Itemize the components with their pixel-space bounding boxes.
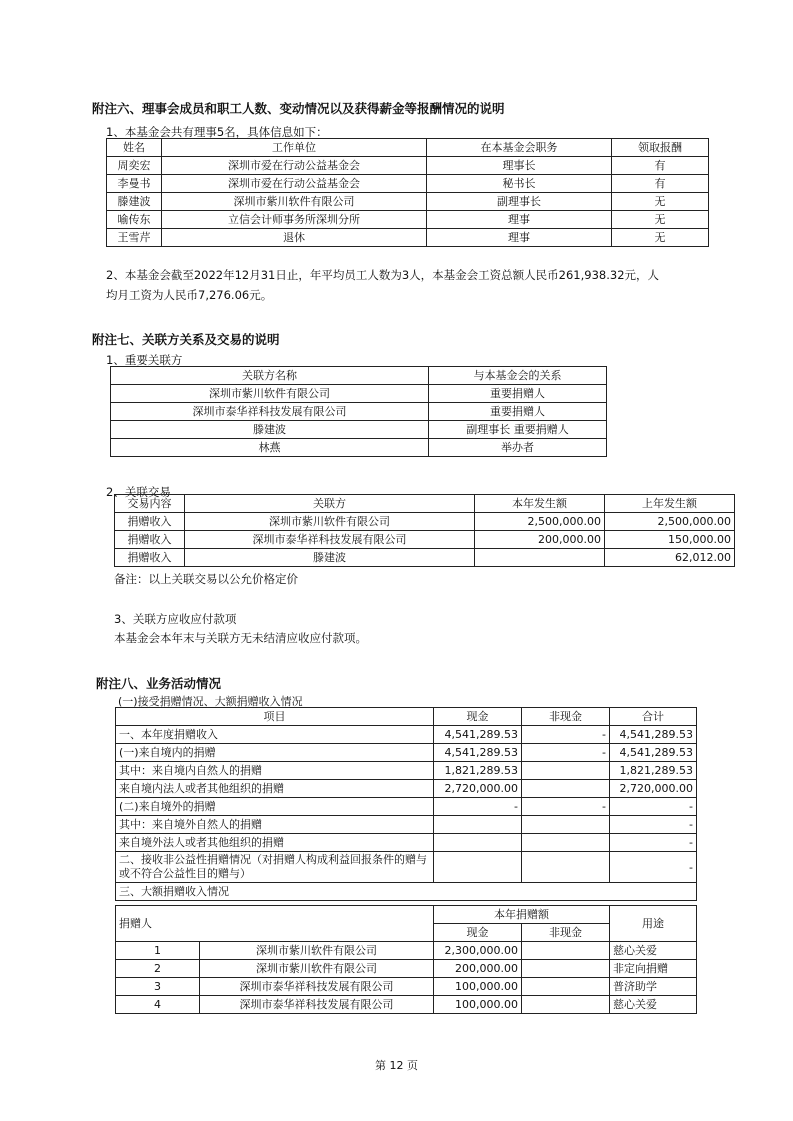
donor-cash: 2,300,000.00 bbox=[434, 942, 522, 960]
transaction-party: 滕建波 bbox=[185, 549, 475, 567]
staff-note-line1: 2、本基金会截至2022年12月31日止，年平均员工人数为3人，本基金会工资总额人民币261,938.32元，人 bbox=[106, 268, 660, 282]
noncash-value: - bbox=[522, 726, 610, 744]
section6-intro: 1、本基金会共有理事5名，具体信息如下： bbox=[106, 125, 328, 139]
header-employer: 工作单位 bbox=[162, 139, 427, 157]
section7-title: 附注七、关联方关系及交易的说明 bbox=[92, 332, 280, 347]
receivables-subtitle: 3、关联方应收应付款项 bbox=[114, 612, 237, 626]
receivables-text: 本基金会本年末与关联方无未结清应收应付款项。 bbox=[114, 631, 367, 645]
party-name: 林燕 bbox=[111, 439, 429, 457]
table-header-row bbox=[107, 139, 709, 157]
table-header-row bbox=[115, 495, 735, 513]
donor-name: 深圳市泰华祥科技发展有限公司 bbox=[200, 996, 434, 1014]
table-row bbox=[116, 744, 697, 762]
donor-cash: 100,000.00 bbox=[434, 978, 522, 996]
cash-value: 4,541,289.53 bbox=[434, 744, 522, 762]
large-donations-title: 三、大额捐赠收入情况 bbox=[116, 883, 697, 901]
member-pay: 无 bbox=[612, 193, 709, 211]
table-row bbox=[115, 531, 735, 549]
party-relationship: 举办者 bbox=[429, 439, 607, 457]
prior-amount: 2,500,000.00 bbox=[605, 513, 735, 531]
donor-index: 1 bbox=[116, 942, 200, 960]
party-relationship: 重要捐赠人 bbox=[429, 403, 607, 421]
table-row bbox=[107, 229, 709, 247]
noncash-value bbox=[522, 852, 610, 883]
table-row bbox=[116, 978, 697, 996]
item-label: (一)来自境内的捐赠 bbox=[116, 744, 434, 762]
member-position: 理事长 bbox=[427, 157, 612, 175]
donor-purpose: 慈心关爱 bbox=[610, 996, 697, 1014]
donor-noncash bbox=[522, 978, 610, 996]
donor-noncash bbox=[522, 942, 610, 960]
noncash-value: - bbox=[522, 798, 610, 816]
donor-name: 深圳市紫川软件有限公司 bbox=[200, 960, 434, 978]
party-name: 深圳市紫川软件有限公司 bbox=[111, 385, 429, 403]
donor-index: 4 bbox=[116, 996, 200, 1014]
related-transactions-table bbox=[114, 494, 735, 567]
table-row bbox=[116, 762, 697, 780]
donations-subtitle: (一)接受捐赠情况、大额捐赠收入情况 bbox=[118, 695, 303, 708]
transaction-type: 捐赠收入 bbox=[115, 549, 185, 567]
table-row bbox=[116, 996, 697, 1014]
total-value: 2,720,000.00 bbox=[610, 780, 697, 798]
table-header-row bbox=[111, 367, 607, 385]
party-name: 滕建波 bbox=[111, 421, 429, 439]
party-relationship: 重要捐赠人 bbox=[429, 385, 607, 403]
noncash-value: - bbox=[522, 744, 610, 762]
donor-index: 2 bbox=[116, 960, 200, 978]
header-donor: 捐赠人 bbox=[116, 906, 434, 942]
table-header-row bbox=[116, 906, 697, 924]
donor-cash: 200,000.00 bbox=[434, 960, 522, 978]
member-pay: 无 bbox=[612, 211, 709, 229]
large-donations-table bbox=[115, 905, 697, 1014]
total-value: - bbox=[610, 798, 697, 816]
cash-value: 4,541,289.53 bbox=[434, 726, 522, 744]
table-header-row bbox=[116, 708, 697, 726]
cash-value: 1,821,289.53 bbox=[434, 762, 522, 780]
donor-cash: 100,000.00 bbox=[434, 996, 522, 1014]
cash-value: 2,720,000.00 bbox=[434, 780, 522, 798]
table-row bbox=[115, 549, 735, 567]
transaction-party: 深圳市泰华祥科技发展有限公司 bbox=[185, 531, 475, 549]
related-transactions-subtitle: 2、关联交易 bbox=[106, 485, 171, 499]
table-row bbox=[107, 175, 709, 193]
table-row bbox=[116, 816, 697, 834]
transactions-note: 备注：以上关联交易以公允价格定价 bbox=[114, 572, 298, 586]
board-members-table bbox=[106, 138, 709, 247]
header-total: 合计 bbox=[610, 708, 697, 726]
member-name: 喻传东 bbox=[107, 211, 162, 229]
item-label: 其中：来自境外自然人的捐赠 bbox=[116, 816, 434, 834]
header-current-year: 本年发生额 bbox=[475, 495, 605, 513]
item-label: 来自境内法人或者其他组织的捐赠 bbox=[116, 780, 434, 798]
item-label: (二)来自境外的捐赠 bbox=[116, 798, 434, 816]
member-name: 滕建波 bbox=[107, 193, 162, 211]
current-amount: 200,000.00 bbox=[475, 531, 605, 549]
total-value: - bbox=[610, 816, 697, 834]
donor-purpose: 非定向捐赠 bbox=[610, 960, 697, 978]
current-amount bbox=[475, 549, 605, 567]
member-pay: 有 bbox=[612, 157, 709, 175]
total-value: - bbox=[610, 834, 697, 852]
item-label: 来自境外法人或者其他组织的捐赠 bbox=[116, 834, 434, 852]
noncash-value bbox=[522, 780, 610, 798]
donor-purpose: 慈心关爱 bbox=[610, 942, 697, 960]
section6-title: 附注六、理事会成员和职工人数、变动情况以及获得薪金等报酬情况的说明 bbox=[92, 101, 505, 116]
table-row bbox=[116, 960, 697, 978]
table-row bbox=[116, 834, 697, 852]
cash-value: - bbox=[434, 798, 522, 816]
transaction-type: 捐赠收入 bbox=[115, 531, 185, 549]
noncash-value bbox=[522, 834, 610, 852]
total-value: 4,541,289.53 bbox=[610, 744, 697, 762]
header-party-name: 关联方名称 bbox=[111, 367, 429, 385]
noncash-value bbox=[522, 816, 610, 834]
prior-amount: 62,012.00 bbox=[605, 549, 735, 567]
noncash-value bbox=[522, 762, 610, 780]
member-position: 副理事长 bbox=[427, 193, 612, 211]
header-position: 在本基金会职务 bbox=[427, 139, 612, 157]
item-label: 一、本年度捐赠收入 bbox=[116, 726, 434, 744]
donor-noncash bbox=[522, 996, 610, 1014]
table-row bbox=[111, 385, 607, 403]
table-row bbox=[116, 883, 697, 901]
member-employer: 深圳市爱在行动公益基金会 bbox=[162, 157, 427, 175]
total-value: 4,541,289.53 bbox=[610, 726, 697, 744]
donor-name: 深圳市紫川软件有限公司 bbox=[200, 942, 434, 960]
related-parties-subtitle: 1、重要关联方 bbox=[106, 353, 183, 367]
header-prior-year: 上年发生额 bbox=[605, 495, 735, 513]
item-label: 二、接收非公益性捐赠情况（对捐赠人构成利益回报条件的赠与或不符合公益性目的赠与） bbox=[116, 852, 434, 883]
header-cash: 现金 bbox=[434, 924, 522, 942]
current-amount: 2,500,000.00 bbox=[475, 513, 605, 531]
member-name: 王雪芹 bbox=[107, 229, 162, 247]
table-row bbox=[111, 421, 607, 439]
party-relationship: 副理事长 重要捐赠人 bbox=[429, 421, 607, 439]
member-employer: 退休 bbox=[162, 229, 427, 247]
cash-value bbox=[434, 852, 522, 883]
table-row bbox=[116, 780, 697, 798]
table-row bbox=[111, 439, 607, 457]
item-label: 其中：来自境内自然人的捐赠 bbox=[116, 762, 434, 780]
header-cash: 现金 bbox=[434, 708, 522, 726]
member-name: 李曼书 bbox=[107, 175, 162, 193]
header-party: 关联方 bbox=[185, 495, 475, 513]
donations-table bbox=[115, 707, 697, 901]
header-noncash: 非现金 bbox=[522, 708, 610, 726]
staff-note-line2: 均月工资为人民币7,276.06元。 bbox=[106, 288, 273, 302]
table-row bbox=[116, 852, 697, 883]
header-name: 姓名 bbox=[107, 139, 162, 157]
member-employer: 立信会计师事务所深圳分所 bbox=[162, 211, 427, 229]
donor-noncash bbox=[522, 960, 610, 978]
member-position: 秘书长 bbox=[427, 175, 612, 193]
transaction-party: 深圳市紫川软件有限公司 bbox=[185, 513, 475, 531]
related-parties-table bbox=[110, 366, 607, 457]
member-employer: 深圳市紫川软件有限公司 bbox=[162, 193, 427, 211]
member-employer: 深圳市爱在行动公益基金会 bbox=[162, 175, 427, 193]
header-pay: 领取报酬 bbox=[612, 139, 709, 157]
cash-value bbox=[434, 834, 522, 852]
member-position: 理事 bbox=[427, 229, 612, 247]
total-value: - bbox=[610, 852, 697, 883]
table-row bbox=[115, 513, 735, 531]
table-row bbox=[116, 798, 697, 816]
party-name: 深圳市泰华祥科技发展有限公司 bbox=[111, 403, 429, 421]
prior-amount: 150,000.00 bbox=[605, 531, 735, 549]
donor-name: 深圳市泰华祥科技发展有限公司 bbox=[200, 978, 434, 996]
member-pay: 无 bbox=[612, 229, 709, 247]
transaction-type: 捐赠收入 bbox=[115, 513, 185, 531]
header-year-amount: 本年捐赠额 bbox=[434, 906, 610, 924]
cash-value bbox=[434, 816, 522, 834]
donor-index: 3 bbox=[116, 978, 200, 996]
member-pay: 有 bbox=[612, 175, 709, 193]
table-row bbox=[116, 942, 697, 960]
section8-title: 附注八、业务活动情况 bbox=[96, 676, 222, 691]
table-row bbox=[107, 211, 709, 229]
total-value: 1,821,289.53 bbox=[610, 762, 697, 780]
table-row bbox=[107, 193, 709, 211]
member-position: 理事 bbox=[427, 211, 612, 229]
table-row bbox=[116, 726, 697, 744]
header-noncash: 非现金 bbox=[522, 924, 610, 942]
donor-purpose: 普济助学 bbox=[610, 978, 697, 996]
header-item: 项目 bbox=[116, 708, 434, 726]
header-transaction: 交易内容 bbox=[115, 495, 185, 513]
table-row bbox=[111, 403, 607, 421]
header-relationship: 与本基金会的关系 bbox=[429, 367, 607, 385]
member-name: 周奕宏 bbox=[107, 157, 162, 175]
header-purpose: 用途 bbox=[610, 906, 697, 942]
table-row bbox=[107, 157, 709, 175]
page-number: 第 12 页 bbox=[375, 1059, 418, 1072]
